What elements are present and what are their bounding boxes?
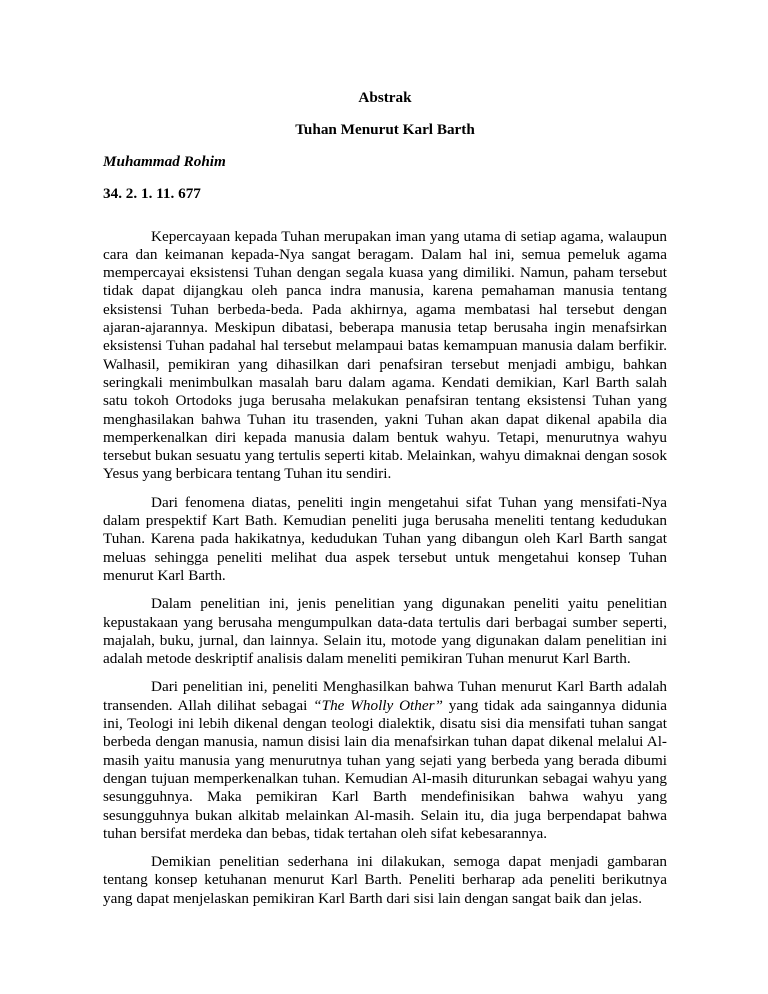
abstract-paragraph-3: Dalam penelitian ini, jenis penelitian yang digunakan peneliti yaitu penelitian kepustakaan yang berusaha mengumpulkan data-data tertulis dari berbagai sumber seperti, majalah, buku, jurnal, dan lainnya. Selain itu, motode yang digunakan dalam penelitian ini adalah metode deskriptif analisis dalam meneliti pemikiran Tuhan menurut Karl Barth. [103, 595, 667, 668]
abstract-paragraph-4 [103, 678, 667, 843]
wholly-other-quote: “The Wholly Other” [313, 696, 443, 714]
document-title: Tuhan Menurut Karl Barth [295, 121, 475, 138]
paragraph-4-text-after: yang tidak ada saingannya didunia ini, Teologi ini lebih dikenal dengan teologi dialektik, disatu sisi dia mensifati tuhan sangat berbeda dengan manusia, namun disisi lain dia menafsirkan tuhan dapat dikenal melalui Al-masih yaitu manusia yang menurutnya tuhan yang sejati yang berbeda yang berada dibumi dengan tujuan memperkenalkan tuhan. Kemudian Al-masih diturunkan sebagai wahyu yang sesungguhnya. Maka pemikiran Karl Barth mendefinisikan bahwa wahyu yang sesungguhnya bukan alkitab melainkan Al-masih. Selain itu, dia juga berpendapat bahwa tuhan bersifat merdeka dan bebas, tidak tertahan oleh sifat kebesarannya. [103, 696, 667, 842]
document-page [103, 89, 667, 918]
abstract-heading: Abstrak [358, 89, 412, 106]
paragraph-4-text-before: Dari penelitian ini, peneliti Menghasilkan bahwa Tuhan menurut Karl Barth adalah transenden. Allah dilihat sebagai [103, 678, 667, 714]
abstract-paragraph-2: Dari fenomena diatas, peneliti ingin mengetahui sifat Tuhan yang mensifati-Nya dalam prespektif Kart Bath. Kemudian peneliti juga berusaha meneliti tentang kedudukan Tuhan. Karena pada hakikatnya, kedudukan Tuhan yang dibangun oleh Karl Barth sangat meluas sehingga peneliti melihat dua aspek tersebut untuk mengetahui konsep Tuhan menurut Karl Barth. [103, 493, 667, 584]
abstract-paragraph-1: Kepercayaan kepada Tuhan merupakan iman yang utama di setiap agama, walaupun cara dan keimanan kepada-Nya sangat beragam. Dalam hal ini, semua pemeluk agama mempercayai eksistensi Tuhan dengan segala kuasa yang dimiliki. Namun, paham tersebut tidak dapat dijangkau oleh panca indra manusia, karena pemahaman manusia tentang eksistensi Tuhan berbeda-beda. Pada akhirnya, agama membatasi hal tersebut dengan ajaran-ajarannya. Meskipun dibatasi, beberapa manusia tetap berusaha ingin menafsirkan eksistensi Tuhan padahal hal tersebut melampaui batas kemampuan manusia dalam berfikir. Walhasil, pemikiran yang dihasilkan dari penafsiran tersebut menjadi ambigu, bahkan seringkali menimbulkan masalah baru dalam agama. Kendati demikian, Karl Barth salah satu tokoh Ortodoks juga berusaha melakukan penafsiran tentang eksistensi Tuhan yang menghasilakan bahwa Tuhan itu trasenden, yakni Tuhan akan dapat dikenal apabila dia memperkenalkan diri kepada manusia dalam bentuk wahyu. Tetapi, menurutnya wahyu tersebut bukan sesuatu yang tertulis seperti kitab. Melainkan, wahyu dimaknai dengan sosok Yesus yang berbicara tentang Tuhan itu sendiri. [103, 227, 667, 483]
author-name: Muhammad Rohim [103, 153, 226, 170]
student-id: 34. 2. 1. 11. 677 [103, 185, 201, 203]
abstract-paragraph-5: Demikian penelitian sederhana ini dilakukan, semoga dapat menjadi gambaran tentang konsep ketuhanan menurut Karl Barth. Peneliti berharap ada peneliti berikutnya yang dapat menjelaskan pemikiran Karl Barth dari sisi lain dengan sangat baik dan jelas. [103, 853, 667, 907]
